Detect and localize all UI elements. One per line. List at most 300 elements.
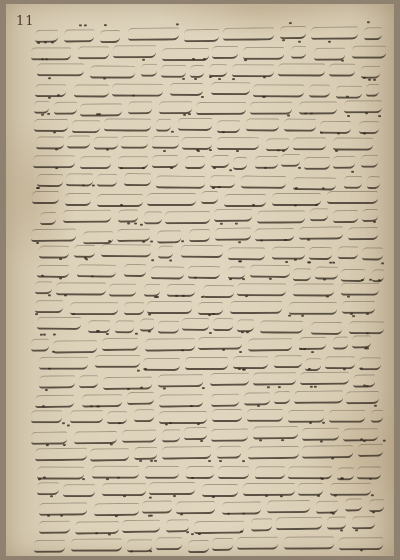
- script-word: [33, 156, 75, 169]
- script-dot: [265, 495, 268, 497]
- script-dot: [335, 150, 338, 152]
- script-word: [144, 338, 195, 352]
- script-dot: [211, 187, 214, 189]
- script-word: [72, 120, 100, 133]
- manuscript-line: [35, 299, 378, 313]
- script-dot: [108, 240, 111, 242]
- script-word: [165, 211, 210, 224]
- script-word: [185, 428, 208, 441]
- manuscript-line: [37, 316, 385, 333]
- script-dot: [48, 77, 51, 79]
- script-word: [212, 409, 242, 422]
- script-word: [247, 445, 298, 459]
- script-word: [276, 517, 322, 531]
- script-word: [228, 266, 246, 279]
- script-word: [170, 83, 203, 96]
- script-word: [151, 265, 185, 278]
- script-word: [158, 246, 173, 259]
- script-word: [39, 246, 69, 259]
- script-dot: [55, 167, 58, 169]
- script-dot: [169, 422, 172, 424]
- script-word: [300, 371, 349, 384]
- script-word: [161, 66, 186, 79]
- script-dot: [208, 460, 211, 462]
- manuscript-line: [34, 442, 383, 461]
- script-word: [143, 284, 159, 297]
- script-word: [34, 118, 68, 131]
- manuscript-line: [35, 388, 384, 406]
- manuscript-line: [31, 425, 379, 443]
- script-word: [289, 410, 325, 423]
- script-dot: [382, 439, 385, 441]
- script-dot: [45, 59, 48, 61]
- script-word: [371, 410, 383, 423]
- script-dot: [92, 184, 95, 186]
- script-word: [144, 212, 162, 225]
- script-word: [278, 64, 326, 77]
- script-dot: [163, 388, 166, 390]
- script-dot: [282, 39, 285, 41]
- script-dot: [108, 533, 111, 535]
- script-dot: [46, 515, 49, 517]
- script-word: [147, 301, 192, 314]
- script-word: [325, 356, 355, 369]
- script-dot: [132, 94, 135, 96]
- script-word: [156, 175, 205, 189]
- manuscript-line: [36, 135, 385, 150]
- script-dot: [59, 277, 62, 279]
- script-word: [293, 283, 333, 296]
- script-word: [74, 84, 109, 97]
- script-dot: [95, 533, 98, 535]
- script-dot: [246, 331, 249, 333]
- script-dot: [47, 113, 50, 115]
- script-dot: [139, 459, 142, 461]
- script-dot: [45, 444, 48, 446]
- script-dot: [264, 167, 267, 169]
- script-word: [315, 266, 338, 279]
- script-dot: [48, 97, 51, 99]
- script-word: [329, 410, 366, 423]
- manuscript-page: [6, 4, 394, 556]
- script-dot: [360, 367, 363, 369]
- script-dot: [63, 294, 66, 296]
- manuscript-line: [39, 353, 381, 368]
- script-dot: [142, 167, 145, 169]
- script-word: [216, 120, 239, 133]
- script-dot: [352, 315, 355, 317]
- script-word: [123, 430, 157, 443]
- script-dot: [281, 150, 284, 152]
- script-dot: [103, 77, 106, 79]
- script-word: [184, 29, 219, 42]
- script-word: [213, 319, 233, 332]
- script-word: [124, 302, 144, 315]
- script-dot: [241, 331, 244, 333]
- script-word: [266, 500, 309, 513]
- script-word: [224, 193, 265, 206]
- script-dot: [213, 167, 216, 169]
- script-word: [366, 84, 379, 97]
- script-dot: [43, 476, 46, 478]
- script-dot: [297, 41, 300, 43]
- script-word: [182, 318, 209, 331]
- script-word: [332, 337, 347, 350]
- script-word: [159, 394, 203, 408]
- script-dot: [140, 224, 143, 226]
- script-word: [241, 175, 286, 189]
- script-word: [281, 154, 300, 167]
- folio-number: 11: [16, 14, 35, 29]
- script-word: [273, 391, 289, 404]
- script-dot: [257, 405, 260, 407]
- manuscript-line: [31, 224, 378, 242]
- script-word: [214, 209, 252, 222]
- script-dot: [202, 387, 205, 389]
- script-word: [255, 466, 284, 479]
- script-dot: [294, 259, 297, 261]
- script-word: [81, 394, 121, 407]
- script-dot: [371, 511, 374, 513]
- script-dot: [142, 59, 145, 61]
- script-word: [102, 244, 152, 257]
- script-word: [185, 356, 228, 369]
- script-dot: [57, 94, 60, 96]
- script-dot: [149, 550, 152, 552]
- script-word: [250, 101, 292, 114]
- script-dot: [351, 170, 354, 172]
- script-dot: [333, 261, 336, 263]
- script-dot: [320, 132, 323, 134]
- script-dot: [372, 221, 375, 223]
- script-word: [218, 466, 250, 479]
- script-word: [135, 410, 154, 423]
- script-dot: [127, 223, 130, 225]
- script-dot: [299, 348, 302, 350]
- script-dot: [197, 150, 200, 152]
- script-dot: [135, 333, 138, 335]
- script-dot: [202, 58, 205, 60]
- script-dot: [307, 368, 310, 370]
- script-word: [64, 29, 94, 42]
- script-dot: [317, 495, 320, 497]
- script-word: [66, 172, 93, 185]
- script-word: [128, 28, 179, 42]
- script-dot: [240, 351, 243, 353]
- script-word: [294, 391, 343, 405]
- script-word: [31, 432, 67, 445]
- script-dot: [120, 204, 123, 206]
- script-dot: [288, 315, 291, 317]
- script-dot: [117, 477, 120, 479]
- script-word: [248, 409, 284, 422]
- script-dot: [378, 279, 381, 281]
- script-word: [78, 47, 109, 60]
- script-dot: [298, 167, 301, 169]
- script-dot: [79, 24, 82, 26]
- manuscript-line: [39, 515, 381, 533]
- script-dot: [212, 496, 215, 498]
- script-word: [37, 63, 84, 76]
- script-word: [362, 209, 379, 222]
- script-dot: [173, 495, 176, 497]
- script-word: [161, 446, 210, 460]
- script-word: [31, 229, 77, 243]
- script-word: [54, 102, 77, 115]
- script-word: [284, 119, 316, 132]
- script-dot: [140, 386, 143, 388]
- script-dot: [62, 444, 65, 446]
- script-word: [36, 136, 64, 149]
- script-word: [358, 444, 383, 457]
- script-word: [67, 136, 90, 149]
- script-word: [361, 156, 379, 169]
- script-word: [257, 210, 305, 223]
- script-dot: [182, 295, 185, 297]
- script-word: [293, 138, 326, 151]
- script-word: [128, 101, 153, 114]
- script-word: [149, 482, 195, 495]
- script-word: [327, 191, 378, 204]
- script-word: [31, 47, 71, 60]
- script-dot: [37, 478, 40, 480]
- script-dot: [201, 440, 204, 442]
- script-dot: [191, 533, 194, 535]
- script-word: [342, 301, 375, 314]
- script-dot: [340, 477, 343, 479]
- script-word: [217, 445, 241, 458]
- script-dot: [242, 460, 245, 462]
- script-dot: [334, 495, 337, 497]
- script-dot: [86, 258, 89, 260]
- script-dot: [236, 223, 239, 225]
- script-dot: [343, 368, 346, 370]
- script-dot: [368, 78, 371, 80]
- script-dot: [294, 204, 297, 206]
- script-dot: [366, 21, 369, 23]
- script-word: [352, 517, 374, 530]
- script-dot: [239, 260, 242, 262]
- manuscript-line: [37, 462, 381, 477]
- script-word: [252, 372, 296, 385]
- script-word: [147, 192, 196, 205]
- script-dot: [182, 77, 185, 79]
- script-dot: [229, 169, 232, 171]
- script-dot: [127, 388, 130, 390]
- script-dot: [41, 59, 44, 61]
- script-word: [157, 230, 182, 243]
- script-dot: [148, 331, 151, 333]
- script-dot: [360, 549, 363, 551]
- script-dot: [232, 78, 235, 80]
- script-dot: [361, 279, 364, 281]
- script-word: [333, 210, 357, 223]
- script-dot: [53, 132, 56, 134]
- script-dot: [51, 42, 54, 44]
- script-dot: [229, 278, 232, 280]
- text-block: [6, 4, 394, 556]
- script-word: [112, 83, 163, 96]
- script-word: [80, 156, 111, 169]
- script-dot: [302, 315, 305, 317]
- script-word: [310, 27, 358, 41]
- script-word: [184, 157, 204, 170]
- script-dot: [221, 223, 224, 225]
- script-word: [304, 157, 329, 170]
- script-dot: [310, 386, 313, 388]
- script-word: [127, 392, 154, 405]
- script-dot: [263, 77, 266, 79]
- manuscript-line: [32, 190, 384, 204]
- script-dot: [285, 261, 288, 263]
- script-dot: [148, 314, 151, 316]
- script-word: [35, 300, 63, 313]
- script-word: [238, 319, 254, 332]
- script-word: [115, 320, 134, 333]
- script-word: [113, 46, 155, 59]
- script-dot: [325, 295, 328, 297]
- script-word: [300, 227, 344, 241]
- script-word: [339, 247, 359, 260]
- script-word: [211, 429, 248, 442]
- script-dot: [149, 497, 152, 499]
- script-dot: [169, 259, 172, 261]
- script-dot: [314, 386, 317, 388]
- manuscript-line: [31, 44, 386, 59]
- script-word: [333, 137, 373, 150]
- script-word: [201, 191, 218, 204]
- manuscript-line: [35, 24, 382, 42]
- script-word: [103, 118, 151, 131]
- script-word: [308, 84, 329, 97]
- script-dot: [52, 350, 55, 352]
- script-dot: [190, 405, 193, 407]
- manuscript-line: [34, 116, 380, 132]
- script-dot: [163, 150, 166, 152]
- script-dot: [244, 60, 247, 62]
- script-dot: [236, 150, 239, 152]
- script-dot: [157, 296, 160, 298]
- script-word: [141, 64, 157, 77]
- script-word: [243, 483, 295, 496]
- script-word: [40, 212, 56, 225]
- script-dot: [321, 478, 324, 480]
- script-word: [211, 393, 240, 406]
- script-word: [190, 65, 204, 78]
- manuscript-line: [39, 243, 383, 260]
- script-dot: [369, 279, 372, 281]
- script-dot: [97, 405, 100, 407]
- script-dot: [368, 478, 371, 480]
- script-dot: [374, 405, 377, 407]
- script-word: [362, 248, 382, 261]
- script-dot: [238, 368, 241, 370]
- script-word: [253, 83, 304, 96]
- script-dot: [304, 112, 307, 114]
- script-dot: [371, 494, 374, 496]
- script-dot: [331, 457, 334, 459]
- script-dot: [148, 515, 151, 517]
- script-word: [320, 121, 351, 134]
- script-word: [100, 30, 120, 43]
- script-word: [37, 482, 59, 495]
- script-dot: [194, 78, 197, 80]
- manuscript-line: [35, 280, 379, 296]
- script-word: [231, 301, 282, 314]
- script-dot: [346, 95, 349, 97]
- script-word: [109, 283, 136, 296]
- script-dot: [59, 515, 62, 517]
- script-word: [167, 284, 195, 297]
- script-word: [159, 101, 192, 114]
- script-dot: [183, 114, 186, 116]
- script-word: [202, 484, 238, 497]
- script-word: [233, 157, 247, 170]
- script-dot: [355, 530, 358, 532]
- script-word: [344, 499, 361, 512]
- script-dot: [152, 259, 155, 261]
- script-dot: [366, 348, 369, 350]
- script-word: [152, 156, 177, 169]
- script-word: [159, 320, 180, 333]
- script-dot: [180, 513, 183, 515]
- script-dot: [347, 115, 350, 117]
- script-word: [367, 175, 381, 188]
- script-word: [97, 173, 118, 186]
- manuscript-line: [40, 207, 378, 223]
- script-word: [34, 447, 86, 461]
- script-dot: [36, 187, 39, 189]
- script-dot: [170, 167, 173, 169]
- script-dot: [67, 425, 70, 427]
- script-word: [145, 466, 179, 479]
- script-dot: [105, 333, 108, 335]
- script-dot: [314, 204, 317, 206]
- manuscript-line: [37, 260, 384, 279]
- script-dot: [106, 478, 109, 480]
- script-dot: [81, 184, 84, 186]
- script-dot: [181, 350, 184, 352]
- script-word: [152, 136, 179, 149]
- script-word: [95, 355, 140, 368]
- script-dot: [181, 240, 184, 242]
- script-dot: [96, 113, 99, 115]
- script-word: [344, 100, 381, 113]
- script-dot: [373, 78, 376, 80]
- script-word: [65, 192, 91, 205]
- script-word: [217, 138, 259, 151]
- script-word: [140, 318, 154, 331]
- script-word: [250, 264, 290, 278]
- script-dot: [328, 41, 331, 43]
- script-dot: [59, 258, 62, 260]
- script-word: [313, 47, 344, 60]
- script-word: [177, 118, 212, 131]
- script-word: [133, 446, 156, 459]
- script-word: [35, 395, 75, 408]
- script-dot: [251, 204, 254, 206]
- script-word: [77, 264, 117, 278]
- script-dot: [289, 22, 292, 24]
- script-dot: [137, 369, 140, 371]
- script-dot: [72, 313, 75, 315]
- script-dot: [176, 23, 179, 25]
- script-word: [211, 82, 250, 95]
- script-word: [364, 27, 382, 40]
- script-word: [232, 64, 274, 77]
- script-dot: [197, 533, 200, 535]
- script-dot: [91, 275, 94, 277]
